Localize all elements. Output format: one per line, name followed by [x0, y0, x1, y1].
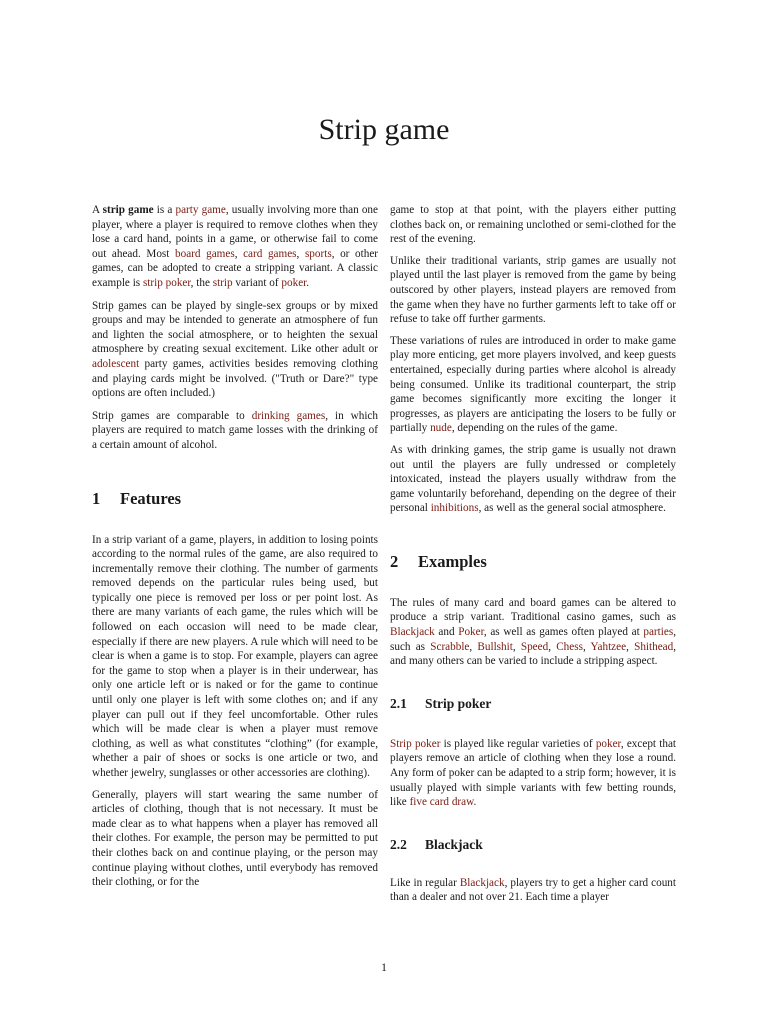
link-poker-game[interactable]: Poker	[458, 626, 484, 639]
link-party-game[interactable]: party game	[175, 204, 226, 216]
link-poker[interactable]: poker	[281, 276, 307, 289]
text: , the	[190, 276, 213, 289]
link-parties[interactable]: parties	[643, 626, 674, 639]
text: is a	[153, 204, 176, 216]
text: , such as	[390, 626, 676, 653]
link-blackjack[interactable]: Blackjack	[390, 626, 435, 639]
text: , as well as games often played at	[483, 626, 644, 639]
right-column	[390, 203, 676, 912]
text: These variations of rules are introduced in order to make game play more enticing, get more players involved, and keep guests entertained, especially during parties where alcohol is already being consumed. Unlike its traditional counterpart, the strip game becomes significantly more exciting the longer it progresses, as players are anticipating the losers to be fully or partially	[390, 334, 676, 435]
text: , except that players remove an article of clothing when they lose a round. Any form of poker can be adapted to a strip form; however, it is usually played with simple variants with few betting rounds, like	[390, 737, 677, 809]
subsection-number: 2.2	[390, 836, 407, 852]
link-chess[interactable]: Chess	[556, 640, 583, 653]
text: , depending on the rules of the game.	[451, 422, 618, 435]
text: Like in regular	[390, 876, 460, 889]
text: As with drinking games, the strip game is usually not drawn out until the players are fully undressed or completely intoxicated, instead the players usually withdraw from the game voluntarily beforehand, depending on the degree of their personal	[390, 443, 676, 515]
link-strip-poker-article[interactable]: Strip poker	[390, 737, 441, 750]
page-title: Strip game	[318, 113, 450, 146]
text: .	[306, 276, 310, 289]
link-scrabble[interactable]: Scrabble	[430, 640, 470, 653]
features-paragraph-2-continued: game to stop at that point, with the players either putting clothes back on, or remaining unclothed or semi-clothed for the rest of the evening.	[390, 204, 676, 246]
link-bullshit[interactable]: Bullshit	[477, 640, 513, 653]
link-adolescent[interactable]: adolescent	[92, 357, 140, 370]
blackjack-paragraph	[390, 876, 676, 905]
text: ,	[582, 640, 591, 653]
text: ,	[469, 640, 478, 653]
link-shithead[interactable]: Shithead	[634, 640, 674, 653]
intro-paragraph-2	[92, 299, 378, 401]
features-paragraph-1: In a strip variant of a game, players, in addition to losing points according to the normal rules of the game, are also required to incrementally remove their clothing. The number of garments removed depends on the particular rules being used, but typically one piece is removed per loss or per point lost. As there are many variants of each game, the rules which will be followed on each occasion will need to be made clear, especially if there are new players. A rule which will need to be clear is when a game is to stop. For example, players can agree for the game to stop when a player is in their underwear, has only one article left or is naked or for the game to continue until only one player is left with some clothes on; and if any player can pull out if they feel uncomfortable. Other rules which will be made clear is when a player must remove clothing, as well as what constitutes “clothing” (for example, whether a pair of shoes or socks is one article or two, and whether jewelry, sunglasses or other accessories are clothing).	[92, 533, 378, 779]
text: The rules of many card and board games can be altered to produce a strip variant. Traditional casino games, such as	[390, 596, 676, 624]
link-card-games[interactable]: card games	[243, 247, 297, 260]
link-drinking-games[interactable]: drinking games	[251, 409, 326, 422]
link-strip-poker[interactable]: strip poker	[142, 276, 191, 289]
link-speed[interactable]: Speed	[520, 640, 549, 653]
link-board-games[interactable]: board games	[175, 247, 235, 260]
text: , in which players are required to match game losses with the drinking of a certain amount of alcohol.	[92, 409, 378, 451]
text: party games, activities besides removing clothing and playing cards might be involved. ("Truth or Dare?" type options are often included.)	[92, 357, 378, 400]
features-paragraph-2: Generally, players will start wearing the same number of articles of clothing, though that is not necessary. It must be made clear as to what happens when a player has removed all their clothes. For example, the person may be permitted to put their clothes back on and continue playing, or the person may continue playing without clothes, until everybody has removed their clothing, or for the	[92, 788, 378, 889]
intro-paragraph-1	[92, 203, 378, 291]
link-five-card-draw[interactable]: five card draw	[409, 796, 474, 809]
text: A	[92, 204, 103, 216]
link-blackjack-regular[interactable]: Blackjack	[459, 876, 505, 889]
subsection-title: Strip poker	[425, 695, 492, 711]
text: and	[434, 626, 459, 639]
features-paragraph-4	[390, 334, 676, 436]
section-number: 1	[92, 488, 101, 508]
page-number: 1	[381, 960, 387, 974]
text: , as well as the general social atmosphere.	[478, 502, 666, 515]
link-yahtzee[interactable]: Yahtzee	[590, 640, 627, 653]
subsection-number: 2.1	[390, 695, 407, 711]
text: Strip games can be played by single-sex groups or by mixed groups and may be intended to generate an atmosphere of fun and lighten the social atmosphere, or to heighten the sexual atmosphere by creating sexual excitement. Like other adult or	[92, 299, 378, 356]
text: , or other games, can be adopted to create a stripping variant. A classic example is	[92, 247, 379, 289]
text: ,	[548, 640, 557, 653]
text: ,	[234, 247, 244, 260]
text: , usually involving more than one player, where a player is required to remove clothes when they lose a card hand, points in a game, or otherwise fail to come out ahead. Most	[92, 204, 378, 260]
left-column	[92, 203, 378, 897]
link-sports[interactable]: sports	[304, 247, 332, 260]
link-poker-regular[interactable]: poker	[595, 737, 621, 750]
features-paragraph-5	[390, 443, 676, 516]
examples-paragraph-1	[390, 596, 676, 669]
text: ,	[626, 640, 635, 653]
text: is played like regular varieties of	[440, 737, 596, 750]
strip-poker-paragraph	[390, 737, 676, 810]
text: , players try to get a higher card count than a dealer and not over 21. Each time a player	[390, 876, 676, 904]
subsection-heading-blackjack	[390, 836, 676, 854]
section-title: Examples	[418, 551, 487, 571]
section-heading-examples	[390, 552, 676, 572]
section-title: Features	[120, 488, 182, 508]
subsection-title: Blackjack	[425, 836, 483, 852]
subsection-heading-strip-poker	[390, 695, 676, 713]
text: variant of	[232, 276, 282, 289]
text: ,	[296, 247, 305, 260]
text: Strip games are comparable to	[92, 409, 252, 422]
features-paragraph-3: Unlike their traditional variants, strip games are usually not played until the last player is removed from the game by being outscored by other players, instead players are removed from the game when they have no further garments left to take off or refuse to take off further garments.	[390, 254, 676, 326]
link-strip[interactable]: strip	[212, 276, 233, 289]
intro-paragraph-3	[92, 409, 378, 453]
term-strip-game: strip game	[102, 204, 154, 216]
link-nude[interactable]: nude	[430, 422, 452, 435]
text: , and many others can be varied to include a stripping aspect.	[390, 640, 677, 668]
section-heading-features	[92, 489, 378, 509]
link-inhibitions[interactable]: inhibitions	[430, 502, 479, 515]
text: ,	[512, 640, 521, 653]
text: .	[473, 796, 477, 809]
section-number: 2	[390, 551, 399, 571]
